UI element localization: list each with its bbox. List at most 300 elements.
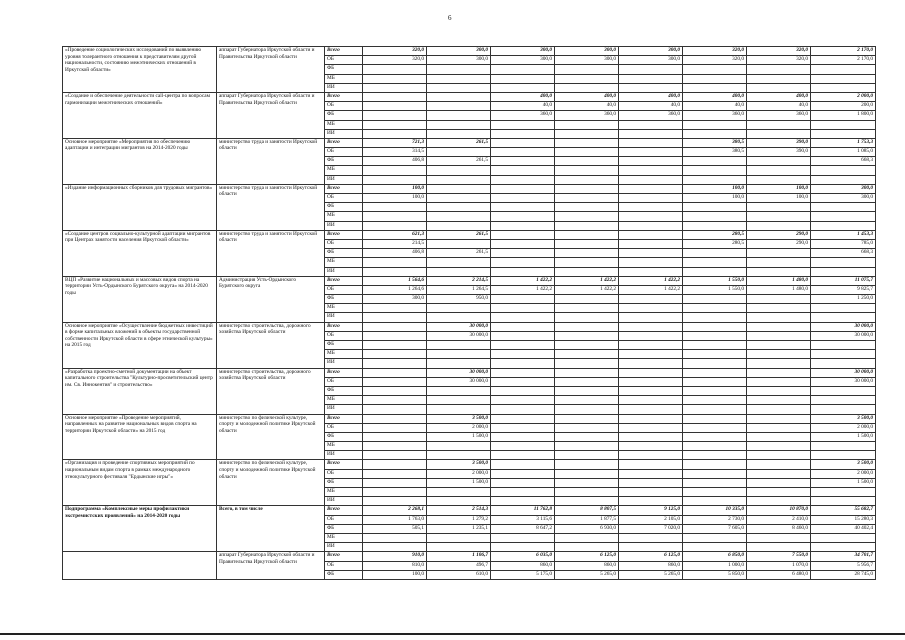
year-value-cell [555, 341, 619, 350]
year-value-cell [427, 74, 491, 83]
year-value-cell [747, 304, 811, 313]
year-value-cell [491, 184, 555, 193]
funding-source-cell: Всего [325, 506, 363, 515]
year-value-cell: 2 214,5 [427, 276, 491, 285]
year-value-cell [363, 405, 427, 414]
year-value-cell: 1 106,7 [427, 552, 491, 561]
year-value-cell [683, 74, 747, 83]
year-value-cell: 300,0 [363, 295, 427, 304]
total-value-cell [811, 175, 876, 184]
year-value-cell: 5 175,0 [491, 570, 555, 579]
year-value-cell [555, 203, 619, 212]
year-value-cell: 810,0 [363, 561, 427, 570]
year-value-cell: 40,0 [555, 102, 619, 111]
year-value-cell [427, 386, 491, 395]
year-value-cell [747, 359, 811, 368]
total-value-cell [811, 258, 876, 267]
year-value-cell [363, 451, 427, 460]
funding-source-cell: Всего [325, 368, 363, 377]
year-value-cell: 11 762,8 [491, 506, 555, 515]
funding-source-cell: ФБ [325, 341, 363, 350]
year-value-cell: 6 125,0 [555, 552, 619, 561]
table-row [63, 92, 876, 101]
year-value-cell [683, 120, 747, 129]
year-value-cell: 860,0 [491, 561, 555, 570]
year-value-cell: 406,8 [363, 157, 427, 166]
year-value-cell [619, 175, 683, 184]
year-value-cell [555, 313, 619, 322]
year-value-cell [363, 221, 427, 230]
year-value-cell: 280,5 [683, 230, 747, 239]
year-value-cell: 300,0 [555, 56, 619, 65]
table-row [63, 322, 876, 331]
year-value-cell [363, 359, 427, 368]
year-value-cell: 300,0 [619, 56, 683, 65]
year-value-cell [619, 533, 683, 542]
year-value-cell [491, 451, 555, 460]
year-value-cell [683, 423, 747, 432]
funding-source-cell: ИИ [325, 451, 363, 460]
year-value-cell: 320,0 [747, 47, 811, 56]
year-value-cell: 40,0 [747, 102, 811, 111]
year-value-cell [683, 460, 747, 469]
year-value-cell [555, 166, 619, 175]
year-value-cell [747, 249, 811, 258]
year-value-cell [491, 148, 555, 157]
funding-source-cell: Всего [325, 276, 363, 285]
year-value-cell [363, 83, 427, 92]
year-value-cell [619, 184, 683, 193]
year-value-cell [555, 295, 619, 304]
funding-source-cell: ИИ [325, 267, 363, 276]
year-value-cell [747, 350, 811, 359]
year-value-cell: 5 265,0 [555, 570, 619, 579]
year-value-cell [619, 194, 683, 203]
funding-source-cell: МБ [325, 120, 363, 129]
funding-source-cell: МБ [325, 488, 363, 497]
year-value-cell: 1 264,6 [363, 285, 427, 294]
year-value-cell [619, 359, 683, 368]
year-value-cell [683, 331, 747, 340]
year-value-cell [427, 92, 491, 101]
year-value-cell: 100,0 [747, 194, 811, 203]
funding-source-cell: МБ [325, 533, 363, 542]
year-value-cell: 2 000,0 [427, 423, 491, 432]
year-value-cell: 30 000,0 [427, 368, 491, 377]
year-value-cell [363, 423, 427, 432]
year-value-cell: 380,5 [683, 148, 747, 157]
year-value-cell [555, 249, 619, 258]
funding-source-cell: ОБ [325, 194, 363, 203]
year-value-cell [747, 341, 811, 350]
year-value-cell [427, 102, 491, 111]
executor-cell: аппарат Губернатора Иркутской области и Правительства Иркутской области [217, 552, 325, 580]
year-value-cell [683, 313, 747, 322]
year-value-cell [619, 249, 683, 258]
year-value-cell [683, 359, 747, 368]
year-value-cell [363, 341, 427, 350]
year-value-cell: 400,0 [491, 92, 555, 101]
year-value-cell [683, 396, 747, 405]
year-value-cell [491, 74, 555, 83]
year-value-cell: 320,0 [747, 56, 811, 65]
year-value-cell [491, 331, 555, 340]
year-value-cell [555, 451, 619, 460]
table-row [63, 552, 876, 561]
funding-source-cell: ФБ [325, 432, 363, 441]
year-value-cell: 261,5 [427, 230, 491, 239]
year-value-cell [427, 267, 491, 276]
year-value-cell [619, 331, 683, 340]
funding-source-cell: ИИ [325, 359, 363, 368]
activity-name-cell: Основное мероприятие «Мероприятия по обеспечению адаптации и интеграции мигрантов на 2014-2020 годы [63, 138, 217, 184]
year-value-cell [555, 221, 619, 230]
table-row [63, 184, 876, 193]
funding-source-cell: ИИ [325, 497, 363, 506]
year-value-cell [619, 203, 683, 212]
total-value-cell [811, 304, 876, 313]
year-value-cell [363, 65, 427, 74]
year-value-cell [683, 377, 747, 386]
year-value-cell [491, 295, 555, 304]
year-value-cell: 2 514,3 [427, 506, 491, 515]
year-value-cell [491, 497, 555, 506]
year-value-cell [491, 212, 555, 221]
year-value-cell [747, 203, 811, 212]
year-value-cell: 314,5 [363, 148, 427, 157]
year-value-cell [555, 331, 619, 340]
year-value-cell [747, 396, 811, 405]
total-value-cell: 3 500,0 [811, 414, 876, 423]
funding-source-cell: ИИ [325, 405, 363, 414]
total-value-cell: 668,3 [811, 157, 876, 166]
year-value-cell: 261,5 [427, 157, 491, 166]
year-value-cell [427, 212, 491, 221]
year-value-cell [427, 313, 491, 322]
year-value-cell [683, 533, 747, 542]
year-value-cell [619, 497, 683, 506]
total-value-cell: 200,0 [811, 102, 876, 111]
year-value-cell [555, 239, 619, 248]
year-value-cell: 1 422,2 [491, 276, 555, 285]
year-value-cell [619, 258, 683, 267]
year-value-cell: 1 500,0 [427, 432, 491, 441]
year-value-cell: 1 500,0 [427, 478, 491, 487]
activity-name-cell: Основное мероприятие «Осуществление бюджетных инвестиций в форме капитальных вложений в объекты государственной собственности Иркутской области в сфере этнической культуры» на 2015 год [63, 322, 217, 368]
total-value-cell: 2 000,0 [811, 423, 876, 432]
year-value-cell [555, 175, 619, 184]
year-value-cell [491, 414, 555, 423]
total-value-cell: 1 085,0 [811, 148, 876, 157]
year-value-cell [683, 175, 747, 184]
activity-name-cell: «Создание центров социально-культурной адаптации мигрантов при Центрах занятости населения Иркутской области» [63, 230, 217, 276]
funding-source-cell: ФБ [325, 157, 363, 166]
year-value-cell [683, 221, 747, 230]
table-row [63, 138, 876, 147]
year-value-cell [427, 111, 491, 120]
total-value-cell: 300,0 [811, 184, 876, 193]
year-value-cell [747, 157, 811, 166]
year-value-cell [363, 102, 427, 111]
year-value-cell: 100,0 [683, 194, 747, 203]
funding-source-cell: МБ [325, 74, 363, 83]
year-value-cell [555, 414, 619, 423]
year-value-cell [683, 249, 747, 258]
total-value-cell [811, 442, 876, 451]
year-value-cell [555, 478, 619, 487]
funding-source-cell: МБ [325, 212, 363, 221]
funding-source-cell: ОБ [325, 377, 363, 386]
year-value-cell [363, 497, 427, 506]
total-value-cell: 668,3 [811, 249, 876, 258]
total-value-cell [811, 74, 876, 83]
total-value-cell: 2 170,0 [811, 47, 876, 56]
year-value-cell: 290,0 [747, 239, 811, 248]
year-value-cell [491, 157, 555, 166]
funding-source-cell: МБ [325, 396, 363, 405]
total-value-cell [811, 120, 876, 129]
year-value-cell [363, 432, 427, 441]
table-row [63, 414, 876, 423]
year-value-cell [427, 148, 491, 157]
funding-source-cell: ОБ [325, 469, 363, 478]
year-value-cell: 100,0 [363, 570, 427, 579]
year-value-cell [491, 432, 555, 441]
year-value-cell: 6 125,0 [619, 552, 683, 561]
year-value-cell: 1 422,2 [555, 276, 619, 285]
total-value-cell [811, 350, 876, 359]
year-value-cell [619, 65, 683, 74]
year-value-cell: 380,5 [683, 138, 747, 147]
total-value-cell: 3 500,0 [811, 460, 876, 469]
year-value-cell [683, 322, 747, 331]
year-value-cell [555, 267, 619, 276]
year-value-cell: 505,1 [363, 524, 427, 533]
year-value-cell [747, 74, 811, 83]
year-value-cell [491, 249, 555, 258]
year-value-cell: 910,0 [363, 552, 427, 561]
year-value-cell: 610,0 [427, 570, 491, 579]
funding-source-cell: ФБ [325, 65, 363, 74]
year-value-cell [491, 194, 555, 203]
year-value-cell [619, 451, 683, 460]
year-value-cell: 390,0 [747, 138, 811, 147]
year-value-cell [555, 129, 619, 138]
year-value-cell: 300,0 [555, 47, 619, 56]
year-value-cell: 30 000,0 [427, 377, 491, 386]
year-value-cell [363, 350, 427, 359]
year-value-cell [555, 194, 619, 203]
year-value-cell [683, 368, 747, 377]
activity-name-cell: «Разработка проектно-сметной документации на объект капитального строительства "Культурно-просветительский центр им. Св. Иннокентия" и строительство» [63, 368, 217, 414]
year-value-cell [491, 166, 555, 175]
table-row [63, 460, 876, 469]
year-value-cell: 1 564,6 [363, 276, 427, 285]
year-value-cell [491, 368, 555, 377]
year-value-cell [747, 120, 811, 129]
total-value-cell [811, 405, 876, 414]
year-value-cell: 1 550,0 [683, 276, 747, 285]
year-value-cell [555, 322, 619, 331]
year-value-cell [427, 543, 491, 552]
funding-source-cell: ФБ [325, 386, 363, 395]
year-value-cell [683, 304, 747, 313]
year-value-cell [747, 166, 811, 175]
year-value-cell [427, 304, 491, 313]
year-value-cell: 1 422,2 [619, 285, 683, 294]
year-value-cell [683, 83, 747, 92]
year-value-cell [683, 451, 747, 460]
year-value-cell: 1 000,0 [683, 561, 747, 570]
year-value-cell: 1 264,5 [427, 285, 491, 294]
year-value-cell: 100,0 [747, 184, 811, 193]
year-value-cell [683, 129, 747, 138]
total-value-cell: 785,0 [811, 239, 876, 248]
funding-source-cell: ФБ [325, 203, 363, 212]
funding-source-cell: Всего [325, 92, 363, 101]
year-value-cell: 5 850,0 [683, 570, 747, 579]
total-value-cell [811, 341, 876, 350]
funding-source-cell: ОБ [325, 515, 363, 524]
year-value-cell [747, 368, 811, 377]
executor-cell: аппарат Губернатора Иркутской области и Правительства Иркутской области [217, 47, 325, 93]
year-value-cell: 2 268,1 [363, 506, 427, 515]
year-value-cell [683, 157, 747, 166]
year-value-cell [619, 212, 683, 221]
year-value-cell [427, 405, 491, 414]
total-value-cell: 1 753,3 [811, 138, 876, 147]
year-value-cell [683, 442, 747, 451]
year-value-cell [619, 166, 683, 175]
year-value-cell [683, 478, 747, 487]
year-value-cell: 400,0 [683, 92, 747, 101]
year-value-cell [747, 442, 811, 451]
year-value-cell [555, 138, 619, 147]
executor-cell: министерство строительства, дорожного хозяйства Иркутской области [217, 368, 325, 414]
year-value-cell: 300,0 [427, 47, 491, 56]
year-value-cell [427, 497, 491, 506]
year-value-cell [555, 442, 619, 451]
year-value-cell [619, 543, 683, 552]
year-value-cell [683, 414, 747, 423]
year-value-cell [491, 377, 555, 386]
year-value-cell [747, 129, 811, 138]
total-value-cell [811, 313, 876, 322]
year-value-cell [491, 267, 555, 276]
year-value-cell: 261,5 [427, 249, 491, 258]
year-value-cell [619, 478, 683, 487]
total-value-cell [811, 267, 876, 276]
year-value-cell [363, 212, 427, 221]
activity-name-cell: «Проведение социологических исследований по выявлению уровня толерантного отношения к представителям другой национальности, состоянию межэтнических отношений в Иркутской области» [63, 47, 217, 93]
year-value-cell: 1 422,2 [491, 285, 555, 294]
year-value-cell [491, 488, 555, 497]
total-value-cell [811, 497, 876, 506]
funding-source-cell: ОБ [325, 102, 363, 111]
year-value-cell [363, 396, 427, 405]
year-value-cell [363, 488, 427, 497]
total-value-cell: 15 280,3 [811, 515, 876, 524]
year-value-cell [555, 120, 619, 129]
funding-source-cell: Всего [325, 230, 363, 239]
total-value-cell: 30 000,0 [811, 331, 876, 340]
year-value-cell: 8 807,5 [555, 506, 619, 515]
year-value-cell [427, 341, 491, 350]
year-value-cell [619, 148, 683, 157]
total-value-cell [811, 83, 876, 92]
year-value-cell [747, 212, 811, 221]
year-value-cell [747, 423, 811, 432]
total-value-cell: 1 500,0 [811, 478, 876, 487]
year-value-cell [363, 322, 427, 331]
year-value-cell [363, 92, 427, 101]
year-value-cell [427, 533, 491, 542]
year-value-cell: 40,0 [683, 102, 747, 111]
year-value-cell [683, 267, 747, 276]
year-value-cell [683, 212, 747, 221]
total-value-cell [811, 129, 876, 138]
year-value-cell [747, 83, 811, 92]
year-value-cell [363, 304, 427, 313]
year-value-cell [555, 184, 619, 193]
funding-source-cell: ОБ [325, 239, 363, 248]
year-value-cell: 400,0 [555, 92, 619, 101]
year-value-cell [363, 331, 427, 340]
year-value-cell [555, 230, 619, 239]
funding-source-cell: ОБ [325, 331, 363, 340]
year-value-cell [491, 203, 555, 212]
year-value-cell [683, 258, 747, 267]
year-value-cell [619, 322, 683, 331]
total-value-cell: 34 701,7 [811, 552, 876, 561]
year-value-cell [427, 359, 491, 368]
year-value-cell [683, 405, 747, 414]
year-value-cell [491, 120, 555, 129]
year-value-cell: 860,0 [619, 561, 683, 570]
year-value-cell [555, 148, 619, 157]
total-value-cell: 1 800,0 [811, 111, 876, 120]
year-value-cell: 320,0 [683, 47, 747, 56]
year-value-cell [363, 74, 427, 83]
executor-cell: аппарат Губернатора Иркутской области и Правительства Иркутской области [217, 92, 325, 138]
year-value-cell [747, 175, 811, 184]
year-value-cell: 40,0 [491, 102, 555, 111]
year-value-cell: 3 500,0 [427, 414, 491, 423]
bottom-rule [0, 633, 905, 635]
year-value-cell: 721,3 [363, 138, 427, 147]
executor-cell: министерство по физической культуре, спорту и молодежной политике Иркутской области [217, 414, 325, 460]
year-value-cell [747, 331, 811, 340]
year-value-cell [747, 432, 811, 441]
year-value-cell: 390,0 [747, 148, 811, 157]
year-value-cell [363, 442, 427, 451]
year-value-cell [747, 460, 811, 469]
year-value-cell [619, 432, 683, 441]
table-row [63, 47, 876, 56]
year-value-cell: 6 930,0 [555, 524, 619, 533]
table-row [63, 506, 876, 515]
funding-source-cell: Всего [325, 138, 363, 147]
funding-source-cell: МБ [325, 304, 363, 313]
year-value-cell [555, 488, 619, 497]
year-value-cell [491, 313, 555, 322]
year-value-cell [427, 396, 491, 405]
year-value-cell [683, 350, 747, 359]
year-value-cell [491, 83, 555, 92]
funding-source-cell: ФБ [325, 111, 363, 120]
year-value-cell [363, 267, 427, 276]
total-value-cell: 2 000,0 [811, 92, 876, 101]
